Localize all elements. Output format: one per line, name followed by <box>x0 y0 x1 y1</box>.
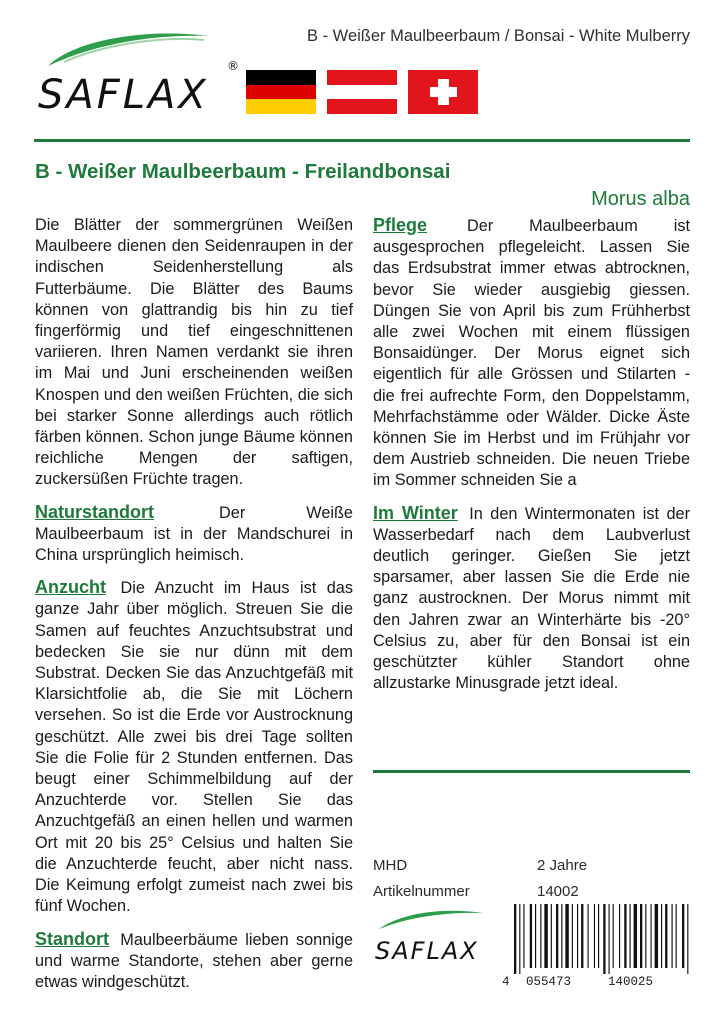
right-column <box>373 215 690 705</box>
barcode-bar <box>598 904 599 968</box>
barcode-bar <box>540 904 541 968</box>
barcode-bar <box>530 904 532 968</box>
pflege-heading: Pflege <box>373 215 428 235</box>
barcode-bar <box>556 904 558 968</box>
barcode-bar <box>577 904 578 968</box>
barcode-bar <box>640 904 642 968</box>
barcode-bar <box>634 904 637 968</box>
barcode-bar <box>682 904 684 968</box>
svg-text:SAFLAX: SAFLAX <box>38 72 209 118</box>
winter-section <box>373 503 690 695</box>
barcode-bar <box>588 904 589 968</box>
svg-text:SAFLAX: SAFLAX <box>375 937 479 965</box>
right-column-divider <box>373 770 690 773</box>
switzerland-flag-icon <box>408 70 478 114</box>
country-flags <box>246 70 478 114</box>
saflax-logo-small <box>373 905 499 969</box>
winter-text: In den Wintermonaten ist der Wasserbedarf nach dem Laubverlust deutlich geringer. Gießen Sie jetzt sparsamer, aber lassen Sie die Erde nie ganz austrocknen. Der Morus nimmt mit den Jahren zwar an Winterhärte bis -20° Celsius zu, aber für den Bonsai ist ein geschützter kühler Standort ohne allzustarke Minusgrade jetzt ideal. <box>373 504 690 693</box>
barcode-group-1: 055473 <box>526 975 572 989</box>
barcode-bar <box>581 904 583 968</box>
barcode-bar <box>603 904 605 974</box>
barcode-bar <box>624 904 626 968</box>
naturstandort-text: Der Weiße Maulbeerbaum ist in der Mandschurei in China ursprünglich heimisch. <box>35 503 353 565</box>
header-subtitle: B - Weißer Maulbeerbaum / Bonsai - White Mulberry <box>307 27 690 45</box>
intro-paragraph: Die Blätter der sommergrünen Weißen Maulbeere dienen den Seidenraupen in der indischen Seidenherstellung als Futterbäume. Die Blätter des Baums können von glattrandig bis hin zu tief fingerförmig und tief eingeschnittenen variieren. Ihren Namen verdankt sie ihren im Mai und Juni erscheinenden weißen Knospen und den weißen Früchten, die sich bei starker Sonne allerdings auch rötlich färben können. Schon junge Bäume können reichliche Mengen der saftigen, zuckersüßen Früchte tragen. <box>35 216 353 489</box>
barcode-bar <box>565 904 568 968</box>
barcode-bar <box>535 904 536 968</box>
barcode-bar <box>551 904 552 968</box>
naturstandort-heading: Naturstandort <box>35 501 155 522</box>
saflax-logo-small-graphic <box>373 905 499 969</box>
barcode-bar <box>655 904 658 968</box>
barcode-bar <box>561 904 562 968</box>
article-number-label: Artikelnummer <box>373 883 470 900</box>
latin-name: Morus alba <box>591 188 690 210</box>
naturstandort-section <box>35 502 353 567</box>
left-column <box>35 215 353 1004</box>
barcode-group-2: 140025 <box>608 975 654 989</box>
standort-text: Maulbeerbäume lieben sonnige und warme Standorte, stehen aber gerne etwas windgeschützt. <box>35 930 353 991</box>
article-number-value: 14002 <box>537 883 579 900</box>
pflege-section <box>373 215 690 492</box>
barcode-bar <box>594 904 595 968</box>
austria-flag-icon <box>327 70 397 114</box>
barcode-bar <box>645 904 646 968</box>
barcode-bar <box>665 904 667 968</box>
standort-section <box>35 929 353 994</box>
barcode-bar <box>687 904 688 974</box>
anzucht-section <box>35 577 353 917</box>
barcode-bar <box>672 904 673 968</box>
mhd-value: 2 Jahre <box>537 857 588 874</box>
pflege-text: Der Maulbeerbaum ist ausgesprochen pflegeleicht. Lassen Sie das Erdsubstrat immer etwas abtrocknen, bevor Sie wieder ausgiebig giessen. Düngen Sie von April bis zum Frühherbst alle zwei Wochen mit einem flüssigen Bonsaidünger. Der Morus eignet sich eigentlich für alle Grössen und Stilarten - die frei aufrechte Form, den Doppelstamm, Mehrfachstämme oder Wälder. Dicke Äste können Sie im Herbst und im Frühjahr vor dem Austrieb schneiden. Die neuen Triebe im Sommer schneiden Sie a <box>373 217 690 490</box>
product-title: B - Weißer Maulbeerbaum - Freilandbonsai <box>35 160 451 183</box>
standort-heading: Standort <box>35 928 109 949</box>
germany-flag-icon <box>246 70 316 114</box>
barcode-bar <box>661 904 662 968</box>
barcode-bar <box>523 904 524 968</box>
barcode-lead-digit: 4 <box>502 975 510 989</box>
barcode-bar <box>514 904 516 974</box>
mhd-label: MHD <box>373 857 408 874</box>
header-divider <box>34 139 690 142</box>
winter-heading: Im Winter <box>373 502 458 523</box>
barcode-bar <box>519 904 520 974</box>
barcode-bar <box>619 904 620 968</box>
barcode-bar <box>613 904 614 968</box>
barcode-bar <box>609 904 610 974</box>
anzucht-text: Die Anzucht im Haus ist das ganze Jahr über möglich. Streuen Sie die Samen auf feuchtes Anzuchtsubstrat und bedecken Sie sie nur dünn mit dem Substrat. Decken Sie das Anzuchtgefäß mit Klarsichtfolie ab, die Sie mit Löchern versehen. So ist die Erde vor Austrocknung geschützt. Alle zwei bis drei Tage sollten Sie die Folie für 2 Stunden entfernen. Das beugt einer Schimmelbildung auf der Anzuchterde vor. Stellen Sie das Anzuchtgefäß an einen hellen und warmen Ort mit 20 bis 25° Celsius und halten Sie die Anzuchterde feucht, aber nicht nass. Die Keimung erfolgt zumeist nach zwei bis fünf Wochen. <box>35 579 354 916</box>
barcode-bar <box>630 904 631 968</box>
saflax-logo <box>34 22 244 122</box>
barcode-bar <box>544 904 547 968</box>
ean-barcode <box>500 904 690 974</box>
anzucht-heading: Anzucht <box>35 577 106 598</box>
barcode-bar <box>572 904 573 968</box>
barcode-bar <box>651 904 652 968</box>
saflax-logo-graphic <box>34 22 244 122</box>
header <box>0 0 724 150</box>
svg-text:®: ® <box>227 59 239 73</box>
barcode-bar <box>676 904 677 968</box>
